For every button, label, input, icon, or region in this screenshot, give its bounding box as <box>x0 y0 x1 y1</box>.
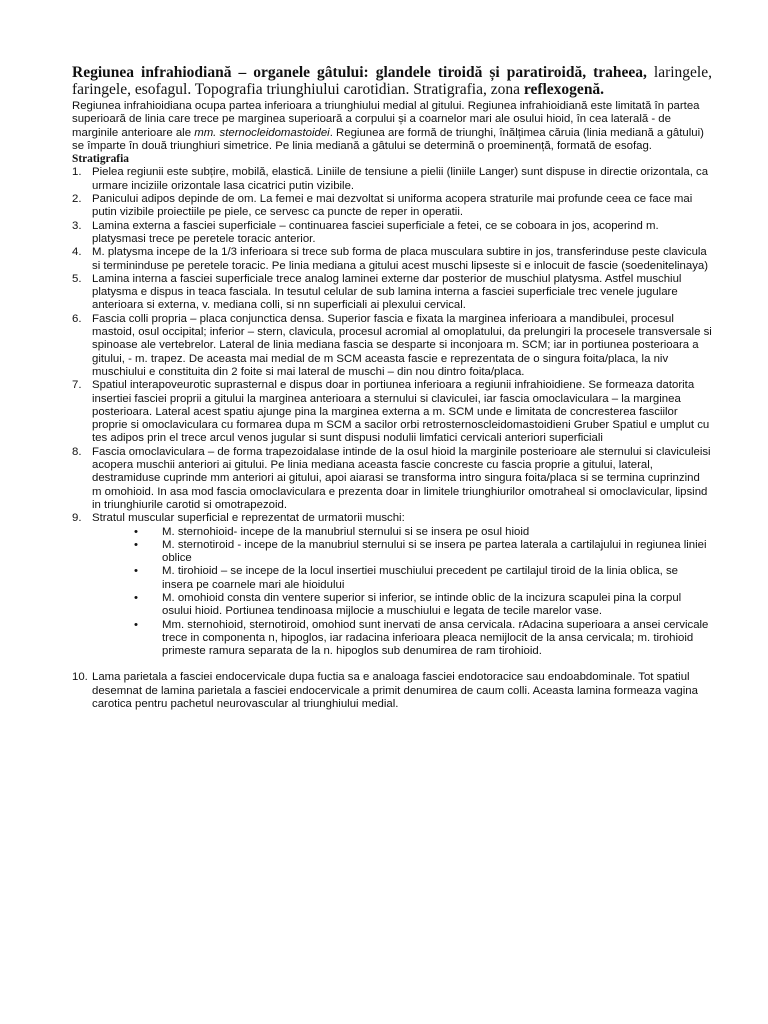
spacer <box>72 658 712 671</box>
bullet-text: M. sternotiroid - incepe de la manubriul sternului si se insera pe partea laterala a cartilajului in regiunea liniei oblice <box>162 538 707 565</box>
title-bold-tail: reflexogenă. <box>523 81 605 98</box>
intro-paragraph <box>72 100 712 153</box>
list-item <box>72 671 712 711</box>
item-number: 6. <box>72 312 82 325</box>
item-number: 8. <box>72 445 82 458</box>
list-item <box>72 273 712 313</box>
title-normal: laringele, faringele, esofagul. Topografia triunghiului carotidian. Stratigrafia, zona <box>72 64 712 98</box>
bullet-icon: • <box>134 565 138 578</box>
bullet-text: Mm. sternohioid, sternotiroid, omohiod sunt inervati de ansa cervicala. rAdacina superioara a ansei cervicale trece in componenta n, hipoglos, iar radacina inferioara pleaca nemijlocit de la ansa cervicala; m. tirohioid primeste ramura separata de la n. hipoglos sub denumirea de ram tirohioid. <box>162 618 709 658</box>
item-number: 4. <box>72 246 82 259</box>
item-text: Fascia colli propria – placa conjunctica densa. Superior fascia e fixata la marginea inferioara a mandibulei, procesul mastoid, osul occipital; inferior – stern, clavicula, procesul acromial al omoplatului, da prelungiri la procesele transversale si spinoase ale vertebrelor. Lateral de linia mediana fascia se desparte si inconjoara m. SCM; iar in portiunea posterioara a gitului, - m. trapez. De aceasta mai medial de m SCM aceasta fascie e reprezentata de o singura foita/placa, la niv muschiului e constituita din 2 foite si mai lateral de muschi – din nou dintro foita/placa. <box>92 312 712 378</box>
bullet-item <box>134 565 712 592</box>
item-text: Pielea regiunii este subțire, mobilă, elastică. Liniile de tensiune a pielii (liniile Langer) sunt dispuse in directie orizontala, ca urmare inciziile orizontale lasa cicatrici putin vizibile. <box>92 166 709 192</box>
bullet-item <box>134 538 712 566</box>
title-bold: Regiunea infrahiodiană – organele gâtului: glandele tiroidă și paratiroidă, traheea, <box>72 64 647 81</box>
bullet-item <box>134 525 712 539</box>
item-text: Panicului adipos depinde de om. La femei e mai dezvoltat si uniforma acopera straturile mai profunde ceea ce face mai putin vizibile proiectiile pe piele, ce servesc ca puncte de reper in operatii. <box>92 193 693 219</box>
bullet-text: M. tirohioid – se incepe de la locul insertiei muschiului precedent pe cartilajul tiroid de la linia oblica, se insera pe coarnele mari ale hioidului <box>162 565 679 591</box>
list-item <box>72 166 712 193</box>
bullet-item <box>134 591 712 619</box>
bullet-text: M. sternohioid- incepe de la manubriul sternului si se insera pe osul hioid <box>162 525 530 538</box>
list-item <box>72 446 712 512</box>
intro-text-end: . Regiunea are formă de triunghi, înălțimea căruia (linia mediană a gâtului) se împarte în două triunghiuri simetrice. Pe linia mediană a gâtului se determină o proeminență, formată de esofag. <box>72 126 704 152</box>
item-text: Lama parietala a fasciei endocervicale dupa fuctia sa e analoaga fasciei endotoracice sau endoabdominale. Tot spatiul desemnat de lamina parietala a fasciei endocervicale a primit denumirea de caum colli. Aceasta lamina formeaza vagina carotica pentru pachetul neurovascular al triunghiului medial. <box>92 671 698 711</box>
bullet-icon: • <box>134 618 138 631</box>
item-text: Lamina externa a fasciei superficiale – continuarea fasciei superficiale a fetei, ce se coboara in jos, acoperind m. platysmasi trece pe peretele toracic anterior. <box>92 219 659 245</box>
item-number: 9. <box>72 512 82 525</box>
intro-text: Regiunea infrahioidiana ocupa partea inferioara a triunghiului medial al gitului. Regiunea infrahioidiană este limitată în partea superioară de linia care trece pe marginea superioară a corpului și a coarnelor mari ale osului hioid, în cea laterală - de marginile anterioare ale <box>72 100 700 139</box>
bullet-icon: • <box>134 525 138 538</box>
item-text: Spatiul interapoveurotic suprasternal e dispus doar in portiunea inferioara a regiunii infrahioidiene. Se formeaza datorita insertiei fasciei proprii a gitului la marginea anterioara a sternului si claviculei, iar fascia omoclaviculara – la marginea posterioara. Lateral acest spatiu ajunge pina la marginea externa a m. SCM unde e limitata de concresterea fasciilor proprie si omoclaviculara cu formarea dupa m SCM a sacilor orbi retrosternoscleidomastoidieni Gruber Spatiul e umplut cu tes adipos prin el trece arcul venos jugular si sunt dispusi nodulii limfatici cervicali anteriori superficiali <box>92 379 710 445</box>
item-number: 7. <box>72 379 82 392</box>
intro-italic: mm. sternocleidomastoidei <box>194 126 330 139</box>
item-number: 1. <box>72 166 82 179</box>
list-item <box>72 193 712 220</box>
bullet-text: M. omohioid consta din ventere superior si inferior, se intinde oblic de la incizura scapulei pina la corpul osului hioid. Portiunea tendinoasa mijlocie a muschiului e legata de tecile marelor vase. <box>162 591 682 618</box>
list-item <box>72 220 712 247</box>
list-item <box>72 313 712 379</box>
item-number: 10. <box>72 671 88 684</box>
bullet-icon: • <box>134 591 138 604</box>
bullet-icon: • <box>134 538 138 551</box>
document-page <box>72 64 712 711</box>
item-text: Stratul muscular superficial e reprezentat de urmatorii muschi: <box>92 512 405 525</box>
item-text: Fascia omoclaviculara – de forma trapezoidalase intinde de la osul hioid la marginile posterioare ale sternului si claviculeisi acopera muschii anteriori ai gitului. Pe linia mediana aceasta fascie concreste cu fascia proprie a gitului, lateral, destramiduse cuprinde mm anteriori ai gitului, apoi aiarasi se transforma intro singura foita/placa si se termina cuprinzind m omohioid. In asa mod fascia omoclaviculara e prezenta doar in limitele triunghiurilor omotraheal si omoclavicular, lipsind in triunghiurile carotid si omotrapezoid. <box>92 445 711 511</box>
item-number: 5. <box>72 272 82 285</box>
item-number: 2. <box>72 193 82 206</box>
muscle-bullet-list <box>92 526 712 659</box>
item-number: 3. <box>72 219 82 232</box>
list-item <box>72 246 712 273</box>
stratigraphy-list <box>72 166 712 658</box>
section-subtitle: Stratigrafia <box>72 153 129 166</box>
item-text: Lamina interna a fasciei superficiale trece analog laminei externe dar posterior de muschiul platysma. Astfel muschiul platysma e dispus in teaca fasciala. In tesutul celular de sub lamina interna a fasciei superficiale trec venele jugulare anterioara si externa, v. mediana colli, si nn superficiali ai plexului cervical. <box>92 272 682 312</box>
stratigraphy-list-continued <box>72 671 712 711</box>
list-item <box>72 512 712 658</box>
bullet-item <box>134 618 712 659</box>
list-item <box>72 379 712 445</box>
document-title <box>72 64 712 98</box>
item-text: M. platysma incepe de la 1/3 inferioara si trece sub forma de placa musculara subtire in jos, transferinduse peste clavicula si termininduse pe peretele toracic. Pe linia mediana a gitului acest muschi lipseste si e inlocuit de fascie (soedenitelinaya) <box>92 246 709 272</box>
